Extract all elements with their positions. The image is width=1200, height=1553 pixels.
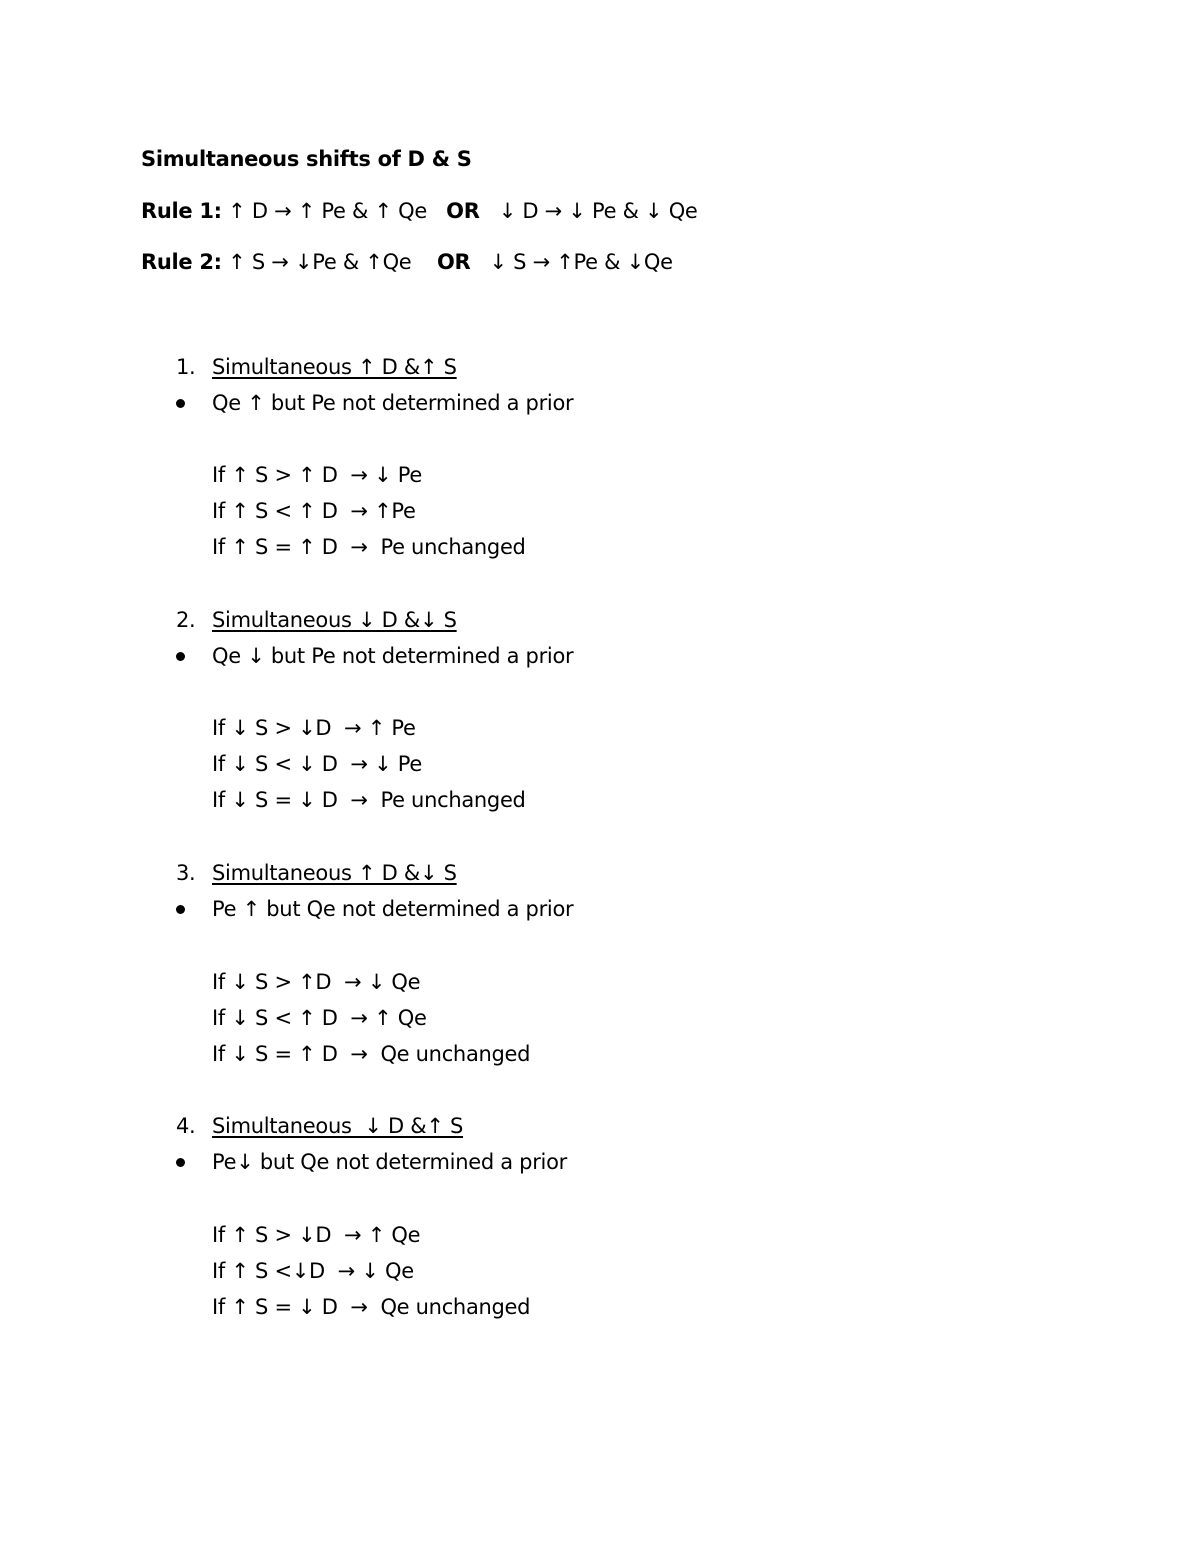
rule-2-text2: ↓ S → ↑Pe & ↓Qe	[470, 250, 673, 274]
bullet-icon	[176, 905, 185, 914]
rule-1-text2: ↓ D → ↓ Pe & ↓ Qe	[479, 199, 698, 223]
section-1-condition-3: If ↑ S = ↑ D → Pe unchanged	[212, 535, 526, 559]
section-3-bullet: Pe ↑ but Qe not determined a prior	[212, 897, 574, 921]
section-2-number: 2.	[176, 608, 196, 632]
section-1-condition-2: If ↑ S < ↑ D → ↑Pe	[212, 499, 416, 523]
section-2-condition-2: If ↓ S < ↓ D → ↓ Pe	[212, 752, 422, 776]
document-title: Simultaneous shifts of D & S	[141, 147, 472, 171]
section-1-condition-1: If ↑ S > ↑ D → ↓ Pe	[212, 463, 422, 487]
section-3-number: 3.	[176, 861, 196, 885]
bullet-icon	[176, 399, 185, 408]
section-1-bullet: Qe ↑ but Pe not determined a prior	[212, 391, 574, 415]
section-4-heading: Simultaneous ↓ D &↑ S	[212, 1114, 464, 1138]
section-3-condition-1: If ↓ S > ↑D → ↓ Qe	[212, 970, 421, 994]
section-4-condition-3: If ↑ S = ↓ D → Qe unchanged	[212, 1295, 531, 1319]
bullet-icon	[176, 652, 185, 661]
section-4-condition-1: If ↑ S > ↓D → ↑ Qe	[212, 1223, 421, 1247]
section-4-bullet: Pe↓ but Qe not determined a prior	[212, 1150, 567, 1174]
rule-2-or: OR	[436, 250, 471, 274]
rule-1-or: OR	[446, 199, 480, 223]
rule-1	[141, 198, 698, 224]
section-3-heading: Simultaneous ↑ D &↓ S	[212, 861, 457, 885]
section-2-condition-1: If ↓ S > ↓D → ↑ Pe	[212, 716, 416, 740]
rule-2-text: ↑ S → ↓Pe & ↑Qe	[221, 250, 437, 274]
rule-1-text: ↑ D → ↑ Pe & ↑ Qe	[221, 199, 447, 223]
rule-2	[141, 249, 673, 275]
section-2-bullet: Qe ↓ but Pe not determined a prior	[212, 644, 574, 668]
section-3-condition-3: If ↓ S = ↑ D → Qe unchanged	[212, 1042, 531, 1066]
section-2-heading: Simultaneous ↓ D &↓ S	[212, 608, 457, 632]
bullet-icon	[176, 1158, 185, 1167]
section-4-condition-2: If ↑ S <↓D → ↓ Qe	[212, 1259, 414, 1283]
section-4-number: 4.	[176, 1114, 196, 1138]
section-3-condition-2: If ↓ S < ↑ D → ↑ Qe	[212, 1006, 427, 1030]
section-1-heading: Simultaneous ↑ D &↑ S	[212, 355, 457, 379]
rule-2-label: Rule 2:	[141, 250, 222, 274]
section-2-condition-3: If ↓ S = ↓ D → Pe unchanged	[212, 788, 526, 812]
section-1-number: 1.	[176, 355, 196, 379]
rule-1-label: Rule 1:	[141, 199, 222, 223]
